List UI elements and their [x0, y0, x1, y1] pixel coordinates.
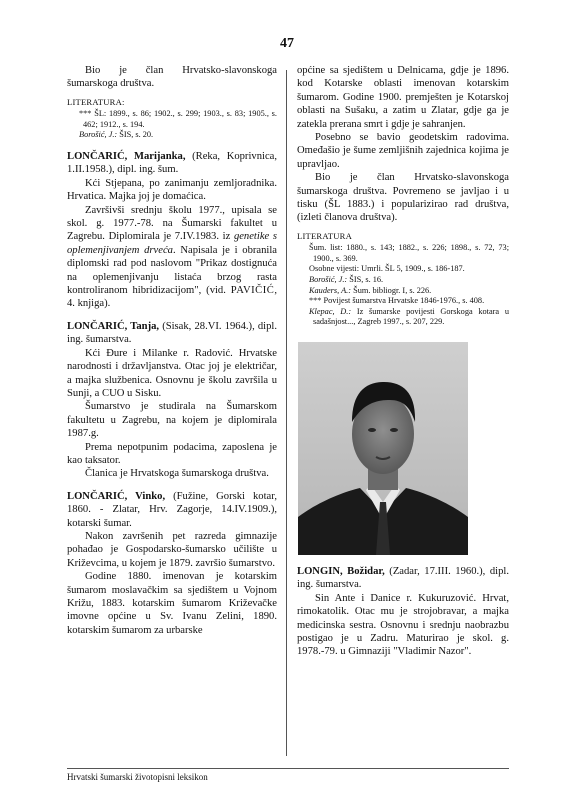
literature-item: *** Povijest šumarstva Hrvatske 1846-1976., s. 408.: [309, 296, 485, 306]
footer-text: Hrvatski šumarski životopisni leksikon: [67, 772, 208, 782]
entry-paragraph: Šumarstvo je studirala na Šumarskom fakultetu u Zagrebu, na kojem je diplomirala 1987.g.: [67, 401, 277, 440]
literature-heading: LITERATURA: [297, 230, 352, 241]
entry-paragraph: Kći Đure i Milanke r. Radović. Hrvatske narodnosti i državljanstva. Otac joj je električar, a majka službenica. Osnovnu je školu završila u Sunji, a CUO u Sisku.: [67, 347, 277, 399]
literature-item: Klepac, D.: Iz šumarske povijesti Gorskoga kotara u sadašnjost..., Zagreb 1997., s. 207, 229.: [309, 306, 509, 327]
entry-name: LONČARIĆ, Tanja,: [67, 320, 160, 332]
right-column: [297, 64, 509, 659]
literature-item: Šum. list: 1880., s. 143; 1882., s. 226; 1898., s. 72, 73; 1900., s. 369.: [309, 243, 509, 263]
entry-loncaric-vinko: LONČARIĆ, Vinko, (Fužine, Gorski kotar, 1860. - Zlatar, Hrv. Zagorje, 14.IV.1909.), kotarski šumar. Nakon završenih pet razreda gimnazije pohađao je Gospodarsko-šumarsko učilište u Križevcima, u kojem je 1879. završio šumarstvo. Godine 1880. imenovan je kotarskim šumarom moslavačkim sa sjedištem u Vojnom Križu, 1883. kotarskim šumarom Križevačke imovne općine u Sv. Ivanu Zelini, 1890. kotarskim šumarom za urbarske: [67, 490, 277, 636]
literature-item: Osobne vijesti: Umrli. ŠL 5, 1909., s. 186-187.: [309, 264, 465, 274]
left-column: [67, 64, 277, 637]
column-divider: [286, 70, 287, 756]
entry-paragraph: Sin Ante i Danice r. Kukuruzović. Hrvat, rimokatolik. Otac mu je strojobravar, a majka medicinska sestra. Osnovnu i srednju naobrazbu postigao je u Zadru. Maturirao je skol. g. 1978.-79. u Gimnaziji "Vladimir Nazor".: [297, 592, 509, 658]
literature-heading: LITERATURA:: [67, 96, 125, 107]
entry-paragraph: Nakon završenih pet razreda gimnazije pohađao je Gospodarsko-šumarsko učilište u Križevcima, u kojem je 1879. završio šumarstvo.: [67, 530, 277, 569]
literature-item: Borošić, J.: ŠIS, s. 16.: [309, 275, 384, 285]
entry-loncaric-tanja: LONČARIĆ, Tanja, (Sisak, 28.VI. 1964.), dipl. ing. šumarstva. Kći Đure i Milanke r. Radović. Hrvatske narodnosti i državljanstva. Otac joj je električar, a majka službenica. Osnovnu je školu završila u Sunji, a CUO u Sisku. Šumarstvo je studirala na Šumarskom fakultetu u Zagrebu, na kojem je diplomirala 1987.g. Prema nepotpunim podacima, zaposlena je kao taksator. Članica je Hrvatskoga šumarskoga društva.: [67, 320, 277, 480]
literature-item: *** ŠL: 1899., s. 86; 1902., s. 299; 1903., s. 83; 1905., s. 462; 1912., s. 194.: [79, 109, 277, 129]
entry-longin-bozidar: LONGIN, Božidar, (Zadar, 17.III. 1960.), dipl. ing. šumarstva. Sin Ante i Danice r. Kukuruzović. Hrvat, rimokatolik. Otac mu je strojobravar, a majka medicinska sestra. Osnovnu i srednju naobrazbu postigao je u Zadru. Maturirao je skol. g. 1978.-79. u Gimnaziji "Vladimir Nazor".: [297, 566, 509, 658]
entry-name: LONGIN, Božidar,: [297, 566, 385, 578]
entry-loncaric-marijanka: LONČARIĆ, Marijanka, (Reka, Koprivnica, 1.II.1958.), dipl. ing. šum. Kći Stjepana, po zanimanju zemljoradnika. Hrvatica. Majka joj je domaćica. Završivši srednju školu 1977., upisala se skol. g. 1977.-78. na Šumarski fakultet u Zagrebu. Diplomirala je 7.IV.1983. iz genetike s oplemenjivanjem drveća. Napisala je i obranila diplomski rad pod naslovom "Prikaz dostignuća na oplemenjivanju listaća brzog rasta kontroliranom hibridizacijom", (vid. PAVIČIĆ, 4. knjiga).: [67, 151, 278, 310]
entry-paragraph: Kći Stjepana, po zanimanju zemljoradnika. Hrvatica. Majka joj je domaćica.: [67, 177, 277, 203]
portrait-photo: [298, 342, 468, 555]
page-number: 47: [280, 36, 294, 51]
entry-name: LONČARIĆ, Vinko,: [67, 490, 166, 502]
literature-item: Borošić, J.: ŠIS, s. 20.: [79, 130, 154, 140]
literature-item: Kauders, A.: Šum. bibliogr. I, s. 226.: [309, 285, 432, 295]
footer-rule: [67, 768, 509, 769]
entry-name: LONČARIĆ, Marijanka,: [67, 151, 186, 162]
entry-paragraph: Članica je Hrvatskoga šumarskoga društva.: [85, 468, 269, 480]
intro-paragraph: Bio je član Hrvatsko-slavonskoga šumarskoga društva.: [67, 65, 277, 90]
entry-paragraph: Posebno se bavio geodetskim radovima. Omeđašio je šume zemljišnih zajednica kojima je upravljao.: [297, 132, 509, 170]
entry-paragraph: Prema nepotpunim podacima, zaposlena je kao taksator.: [67, 441, 277, 466]
entry-paragraph: Bio je član Hrvatsko-slavonskoga šumarskoga društva. Povremeno se javljao i u tisku (ŠL 1883.) i popularizirao rad društva, (izleti članova društva).: [297, 172, 509, 224]
entry-paragraph: općine sa sjedištem u Delnicama, gdje je 1896. kod Kotarske oblasti imenovan kotarskim šumarom. Godine 1900. premješten je Kotarskoj oblasti na Sušaku, a zatim u Zlatar, gdje ga je zatekla prerana smrt i gdje je sahranjen.: [297, 65, 509, 130]
entry-paragraph: Završivši srednju školu 1977., upisala se skol. g. 1977.-78. na Šumarski fakultet u Zagrebu. Diplomirala je 7.IV.1983. iz genetike s oplemenjivanjem drveća. Napisala je i obranila diplomski rad pod naslovom "Prikaz dostignuća na oplemenjivanju listaća brzog rasta kontroliranom hibridizacijom", (vid. PAVIČIĆ, 4. knjiga).: [67, 204, 278, 310]
entry-paragraph: Godine 1880. imenovan je kotarskim šumarom moslavačkim sa sjedištem u Vojnom Križu, 1883. kotarskim šumarom Križevačke imovne općine u Sv. Ivanu Zelini, 1890. kotarskim šumarom za urbarske: [67, 571, 277, 636]
